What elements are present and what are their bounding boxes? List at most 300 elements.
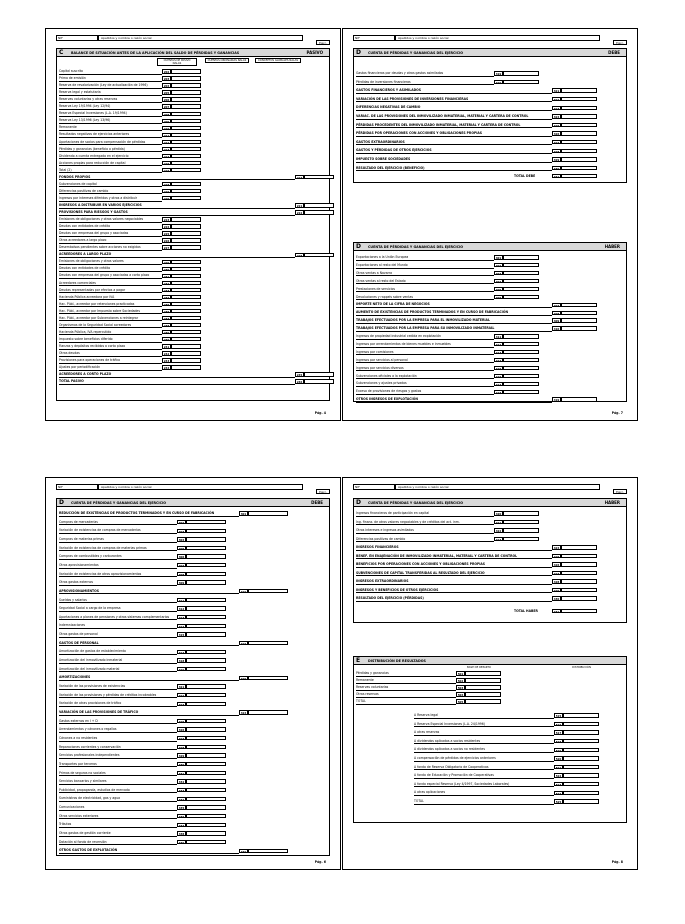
amount-input[interactable]: [561, 88, 597, 92]
row-label: Organismos de la Seguridad Social acreedores: [59, 322, 132, 327]
row-rule: [356, 144, 552, 145]
column-header-distribucion: DISTRIBUCIÓN: [572, 666, 591, 669]
amount-input[interactable]: [248, 589, 288, 593]
row-rule: [356, 362, 494, 363]
field-code: 522: [555, 774, 562, 779]
amount-input[interactable]: [561, 588, 597, 592]
field-code: 216: [163, 168, 170, 173]
row-rule: [414, 769, 554, 770]
row-rule: [356, 683, 456, 684]
row-rule: [59, 645, 239, 646]
row-rule: [59, 370, 162, 371]
amount-input[interactable]: [171, 112, 201, 116]
amount-input[interactable]: [563, 739, 599, 743]
field-code: 302: [178, 520, 185, 525]
amount-input[interactable]: [171, 126, 201, 130]
amount-input[interactable]: [186, 598, 226, 602]
row-rule: [59, 356, 162, 357]
amount-input[interactable]: [186, 572, 226, 576]
row-label: IMPUESTO SOBRE SOCIEDADES: [356, 157, 411, 161]
row-rule: [59, 257, 295, 258]
amount-input[interactable]: [561, 166, 597, 170]
row-rule: [356, 575, 552, 576]
amount-input[interactable]: [171, 344, 201, 348]
section-title: DISTRIBUCIÓN DE RESULTADOS: [368, 659, 426, 663]
amount-input[interactable]: [563, 722, 599, 726]
section-title: BALANCE DE SITUACIÓN ANTES DE LA APLICACIÓN DEL SALDO DE PÉRDIDAS Y GANANCIAS: [71, 51, 240, 55]
row-label: INGRESOS A DISTRIBUIR EN VARIOS EJERCICIOS: [59, 202, 142, 207]
row-label: BENEF. EN ENAJENACIÓN DE INMOVILIZADO INMATERIAL, MATERIAL Y CARTERA DE CONTROL: [356, 553, 518, 558]
amount-input[interactable]: [503, 342, 539, 346]
amount-input[interactable]: [563, 765, 599, 769]
row-label: Reserva Ley 19/1994 (Ley 12/94): [59, 104, 111, 109]
amount-input[interactable]: [465, 678, 501, 682]
row-label: A Reserva Especial Inversiones (L.A. 24/1996): [414, 721, 485, 726]
amount-input[interactable]: [503, 71, 539, 75]
row-label: A fondo especial Reserva (Ley 4/1997, Sociedades Laborales): [414, 781, 510, 786]
amount-input[interactable]: [171, 337, 201, 341]
amount-input[interactable]: [186, 693, 226, 697]
row-rule: [414, 795, 554, 796]
row-label: A Reserva legal: [414, 713, 438, 717]
row-label: Ingresos por servicios diversos: [356, 365, 404, 370]
amount-input[interactable]: [304, 203, 334, 207]
field-code: 217: [296, 175, 303, 180]
amount-input[interactable]: [186, 762, 226, 766]
amount-input[interactable]: [186, 805, 226, 809]
field-code: 430: [553, 597, 560, 602]
amount-input[interactable]: [503, 537, 539, 541]
row-label: Amortización del inmovilizado inmaterial: [59, 658, 123, 663]
total-input[interactable]: [561, 609, 597, 613]
amount-input[interactable]: [248, 641, 288, 645]
amount-input[interactable]: [503, 279, 539, 283]
amount-input[interactable]: [561, 326, 597, 330]
amount-input[interactable]: [561, 562, 597, 566]
row-label: Ingresos de propiedad industrial cedida en explotación: [356, 334, 441, 338]
row-label: TRABAJOS EFECTUADOS POR LA EMPRESA PARA SU INMOVILIZADO INMATERIAL: [356, 326, 495, 331]
amount-input[interactable]: [561, 545, 597, 549]
field-code: 326: [178, 728, 185, 733]
amount-input[interactable]: [561, 303, 597, 307]
row-label: Reserva Especial Inversiones (L.A. 19/1994): [59, 111, 127, 116]
amount-input[interactable]: [171, 274, 201, 278]
amount-input[interactable]: [304, 253, 334, 257]
row-rule: [356, 347, 494, 348]
amount-input[interactable]: [171, 281, 201, 285]
section-side: DEBE: [608, 50, 620, 55]
amount-input[interactable]: [304, 175, 334, 179]
amount-input[interactable]: [503, 263, 539, 267]
column-header-2: CUENTAS ORDINARIAS NALAS: [205, 58, 249, 63]
field-code: 313: [178, 616, 185, 620]
amount-input[interactable]: [503, 366, 539, 370]
amount-input[interactable]: [186, 529, 226, 533]
amount-input[interactable]: [561, 106, 597, 110]
amount-input[interactable]: [561, 123, 597, 127]
row-label: Variación de existencias de otros aprovisionamientos: [59, 571, 142, 576]
nif-field[interactable]: NIF: [56, 484, 98, 490]
row-rule: [59, 585, 177, 586]
amount-input[interactable]: [171, 140, 201, 144]
amount-input[interactable]: [186, 823, 226, 827]
row-rule: [356, 676, 456, 677]
field-code: 210: [163, 126, 170, 131]
field-code: 320: [495, 80, 502, 85]
amount-input[interactable]: [563, 748, 599, 752]
section-letter: D: [356, 499, 361, 506]
amount-input[interactable]: [186, 719, 226, 723]
amount-input[interactable]: [563, 756, 599, 760]
row-label: OTROS GASTOS DE EXPLOTACIÓN: [59, 848, 118, 853]
field-code: 336: [178, 814, 185, 819]
row-label: Pérdidas y ganancias (beneficio o pérdida): [59, 146, 125, 151]
row-rule: [356, 516, 494, 517]
row-label: Ingresos financieros de participación en capital: [356, 511, 430, 515]
field-code: 515: [555, 714, 562, 719]
amount-input[interactable]: [171, 154, 201, 158]
amount-input[interactable]: [171, 358, 201, 362]
amount-input[interactable]: [503, 390, 539, 394]
row-rule: [414, 752, 554, 753]
field-code: 314: [178, 624, 185, 629]
amount-input[interactable]: [186, 650, 226, 654]
amount-input[interactable]: [186, 684, 226, 688]
amount-input[interactable]: [171, 365, 201, 369]
amount-input[interactable]: [561, 140, 597, 144]
row-label: PÉRDIDAS POR OPERACIONES CON ACCIONES Y OBLIGACIONES PROPIAS: [356, 131, 482, 136]
amount-input[interactable]: [171, 260, 201, 264]
amount-input[interactable]: [561, 114, 597, 118]
amount-input[interactable]: [186, 797, 226, 801]
row-rule: [59, 516, 239, 517]
amount-input[interactable]: [186, 753, 226, 757]
field-code: 221: [296, 204, 303, 209]
row-label: Reserva Ley 13/1996 (Ley 13/96): [59, 118, 111, 123]
amount-input[interactable]: [304, 379, 334, 383]
field-code: 311: [178, 598, 185, 603]
amount-input[interactable]: [171, 182, 201, 186]
field-code: 218: [163, 183, 170, 187]
section-header: [354, 499, 626, 507]
row-label: AUMENTO DE EXISTENCIAS DE PRODUCTOS TERMINADOS Y EN CURSO DE FABRICACIÓN: [356, 310, 509, 315]
nif-field[interactable]: NIF: [353, 484, 395, 490]
amount-input[interactable]: [563, 713, 599, 717]
amount-input[interactable]: [304, 372, 334, 376]
amount-input[interactable]: [561, 318, 597, 322]
amount-input[interactable]: [503, 511, 539, 515]
amount-input[interactable]: [186, 840, 226, 844]
field-code: 319: [178, 667, 185, 672]
row-label: Hac. Públ., acreedor por retenciones practicadas: [59, 301, 135, 306]
amount-input[interactable]: [171, 351, 201, 355]
row-label: Deudas con empresas del grupo y asociadas a corto plazo: [59, 273, 150, 278]
amount-input[interactable]: [186, 779, 226, 783]
row-rule: [59, 285, 162, 286]
amount-input[interactable]: [186, 537, 226, 541]
ejercicio-field[interactable]: Ejerc.: [316, 489, 330, 494]
row-rule: [59, 741, 177, 742]
amount-input[interactable]: [171, 161, 201, 165]
amount-input[interactable]: [561, 571, 597, 575]
amount-input[interactable]: [171, 217, 201, 221]
ejercicio-field[interactable]: Ejerc.: [613, 40, 627, 45]
section-side: HABER: [604, 244, 620, 249]
amount-input[interactable]: [171, 104, 201, 108]
row-label: Deudas con entidades de crédito: [59, 266, 111, 271]
amount-input[interactable]: [186, 788, 226, 792]
amount-input[interactable]: [503, 80, 539, 84]
amount-input[interactable]: [171, 69, 201, 73]
row-rule: [59, 715, 239, 716]
amount-input[interactable]: [561, 311, 597, 315]
field-code: 328: [178, 745, 185, 750]
amount-input[interactable]: [465, 699, 501, 703]
row-label: INGRESOS EXTRAORDINARIOS: [356, 579, 409, 583]
amount-input[interactable]: [186, 546, 226, 550]
amount-input[interactable]: [171, 245, 201, 249]
row-rule: [59, 222, 162, 223]
row-label: TOTAL: [414, 799, 424, 803]
row-rule: [59, 827, 177, 828]
amount-input[interactable]: [561, 97, 597, 101]
amount-input[interactable]: [503, 528, 539, 532]
field-code: 243: [163, 359, 170, 364]
field-code: 329: [178, 754, 185, 759]
amount-input[interactable]: [503, 271, 539, 275]
field-code: 334: [178, 797, 185, 802]
row-rule: [59, 706, 177, 707]
amount-input[interactable]: [503, 334, 539, 338]
amount-input[interactable]: [561, 554, 597, 558]
amount-input[interactable]: [171, 288, 201, 292]
row-rule: [356, 339, 494, 340]
amount-input[interactable]: [171, 309, 201, 313]
amount-input[interactable]: [186, 702, 226, 706]
amount-input[interactable]: [186, 727, 226, 731]
page-number: Pág. 8: [611, 860, 623, 864]
balance-pasivo-section: [56, 48, 330, 401]
amount-input[interactable]: [186, 658, 226, 662]
amount-input[interactable]: [561, 149, 597, 153]
amount-input[interactable]: [171, 119, 201, 123]
amount-input[interactable]: [186, 632, 226, 636]
row-rule: [59, 299, 162, 300]
row-label: Total (2): [59, 167, 72, 172]
field-code: 331: [178, 771, 185, 776]
ejercicio-field[interactable]: Ejerc.: [316, 40, 330, 45]
row-rule: [59, 172, 162, 173]
name-field[interactable]: Apellidos y nombre o razón social: [395, 484, 600, 490]
amount-input[interactable]: [186, 831, 226, 835]
field-code: 213: [163, 147, 170, 152]
field-code: 338: [178, 832, 185, 837]
amount-input[interactable]: [503, 350, 539, 354]
amount-input[interactable]: [561, 131, 597, 135]
amount-input[interactable]: [171, 323, 201, 327]
row-label: A dividendos aplicados a socios no residentes: [414, 747, 485, 752]
amount-input[interactable]: [563, 730, 599, 734]
row-label: RESULTADO DEL EJERCICIO (PÉRDIDAS): [356, 596, 424, 600]
amount-input[interactable]: [503, 374, 539, 378]
amount-input[interactable]: [503, 255, 539, 259]
amount-input[interactable]: [304, 210, 334, 214]
row-rule: [356, 268, 494, 269]
amount-input[interactable]: [186, 624, 226, 628]
amount-input[interactable]: [171, 295, 201, 299]
row-label: ACREEDORES A CORTO PLAZO: [59, 372, 112, 377]
field-code: 335: [178, 806, 185, 811]
row-label: PROVISIONES PARA RIESGOS Y GASTOS: [59, 210, 128, 214]
row-rule: [356, 260, 494, 261]
row-rule: [59, 208, 295, 209]
amount-input[interactable]: [248, 849, 288, 853]
total-input[interactable]: [561, 174, 597, 178]
row-rule: [356, 331, 552, 332]
row-label: INGRESOS Y BENEFICIOS DE OTROS EJERCICIOS: [356, 587, 439, 592]
amount-input[interactable]: [186, 736, 226, 740]
row-rule: [356, 136, 552, 137]
row-rule: [59, 602, 177, 603]
row-label: Variación de otras provisiones de tráfico: [59, 701, 122, 706]
amount-input[interactable]: [171, 83, 201, 87]
page-header: [56, 484, 330, 495]
row-rule: [59, 278, 162, 279]
field-code: 503: [457, 686, 464, 691]
amount-input[interactable]: [186, 580, 226, 584]
row-label: Gastos externos en I + D: [59, 718, 98, 723]
page-header: [56, 35, 330, 46]
amount-input[interactable]: [186, 554, 226, 558]
amount-input[interactable]: [186, 745, 226, 749]
row-label: Otros gastos de gestión corriente: [59, 831, 111, 836]
amount-input[interactable]: [171, 231, 201, 235]
row-label: Acciones propias para reducción de capital: [59, 160, 126, 165]
amount-input[interactable]: [171, 189, 201, 193]
amount-input[interactable]: [186, 606, 226, 610]
amount-input[interactable]: [561, 397, 597, 401]
amount-input[interactable]: [186, 814, 226, 818]
amount-input[interactable]: [171, 147, 201, 151]
name-field[interactable]: Apellidos y nombre o razón social: [98, 484, 303, 490]
amount-input[interactable]: [171, 76, 201, 80]
field-code: 316: [240, 641, 247, 646]
amount-input[interactable]: [503, 520, 539, 524]
amount-input[interactable]: [171, 316, 201, 320]
amount-input[interactable]: [563, 782, 599, 786]
amount-input[interactable]: [186, 520, 226, 524]
amount-input[interactable]: [503, 295, 539, 299]
row-label: Capital suscrito: [59, 69, 83, 73]
row-label: TOTAL PASIVO: [59, 379, 84, 384]
field-code: 416: [495, 374, 502, 379]
amount-input[interactable]: [171, 90, 201, 94]
row-rule: [356, 101, 552, 102]
name-field[interactable]: Apellidos y nombre o razón social: [98, 35, 303, 41]
row-label: Reparaciones corrientes y conservación: [59, 744, 121, 749]
row-rule: [59, 109, 162, 110]
row-rule: [59, 663, 177, 664]
amount-input[interactable]: [563, 791, 599, 795]
column-header-3: CONCEPTOS GLOBALES NALAS: [255, 58, 301, 63]
pyg-haber-section: [353, 242, 627, 402]
amount-input[interactable]: [465, 685, 501, 689]
amount-input[interactable]: [171, 267, 201, 271]
row-rule: [59, 243, 162, 244]
amount-input[interactable]: [503, 287, 539, 291]
row-label: Diferencias positivas de cambio: [356, 536, 406, 541]
name-field[interactable]: Apellidos y nombre o razón social: [395, 35, 600, 41]
row-rule: [59, 320, 162, 321]
amount-input[interactable]: [465, 692, 501, 696]
amount-input[interactable]: [248, 676, 288, 680]
field-code: 211: [163, 133, 170, 138]
amount-input[interactable]: [248, 511, 288, 515]
amount-input[interactable]: [171, 196, 201, 200]
row-rule: [59, 792, 177, 793]
row-label: Otros intereses e ingresos asimilados: [356, 528, 414, 532]
field-code: 420: [495, 512, 502, 517]
amount-input[interactable]: [503, 382, 539, 386]
amount-input[interactable]: [248, 710, 288, 714]
amount-input[interactable]: [186, 771, 226, 775]
amount-input[interactable]: [171, 302, 201, 306]
field-code: 202: [163, 70, 170, 75]
row-rule: [356, 533, 494, 534]
amount-input[interactable]: [561, 157, 597, 161]
row-label: Reservas voluntarias y otras reservas: [59, 97, 118, 102]
ejercicio-field[interactable]: Ejerc.: [613, 489, 627, 494]
row-label: Exportaciones a la Unión Europea: [356, 255, 409, 259]
row-rule: [356, 323, 552, 324]
row-rule: [59, 334, 162, 335]
amount-input[interactable]: [171, 224, 201, 228]
amount-input[interactable]: [171, 168, 201, 172]
amount-input[interactable]: [563, 773, 599, 777]
row-rule: [414, 786, 554, 787]
amount-input[interactable]: [186, 615, 226, 619]
amount-input[interactable]: [563, 799, 599, 803]
amount-input[interactable]: [171, 97, 201, 101]
row-label: Variación de existencias de compras de mercaderías: [59, 528, 141, 533]
row-label: Hacienda Pública acreedora por IVA: [59, 294, 115, 299]
row-rule: [59, 313, 162, 314]
amount-input[interactable]: [171, 133, 201, 137]
total-code: 331: [553, 175, 560, 179]
row-rule: [356, 119, 552, 120]
amount-input[interactable]: [561, 596, 597, 600]
field-code: 501: [457, 672, 464, 677]
row-rule: [59, 215, 295, 216]
row-rule: [414, 761, 554, 762]
amount-input[interactable]: [503, 358, 539, 362]
amount-input[interactable]: [186, 563, 226, 567]
row-label: Dotación al fondo de reversión: [59, 839, 107, 844]
row-label: Hac. Públ., acreedor por Impuesto sobre Sociedades: [59, 308, 140, 313]
nif-field[interactable]: NIF: [353, 35, 395, 41]
field-code: 517: [555, 731, 562, 736]
row-rule: [59, 654, 177, 655]
nif-field[interactable]: NIF: [56, 35, 98, 41]
amount-input[interactable]: [171, 330, 201, 334]
row-rule: [59, 775, 177, 776]
amount-input[interactable]: [171, 238, 201, 242]
amount-input[interactable]: [561, 579, 597, 583]
amount-input[interactable]: [465, 671, 501, 675]
row-label: Otros gastos de personal: [59, 632, 98, 637]
amount-input[interactable]: [186, 667, 226, 671]
row-rule: [356, 402, 552, 403]
